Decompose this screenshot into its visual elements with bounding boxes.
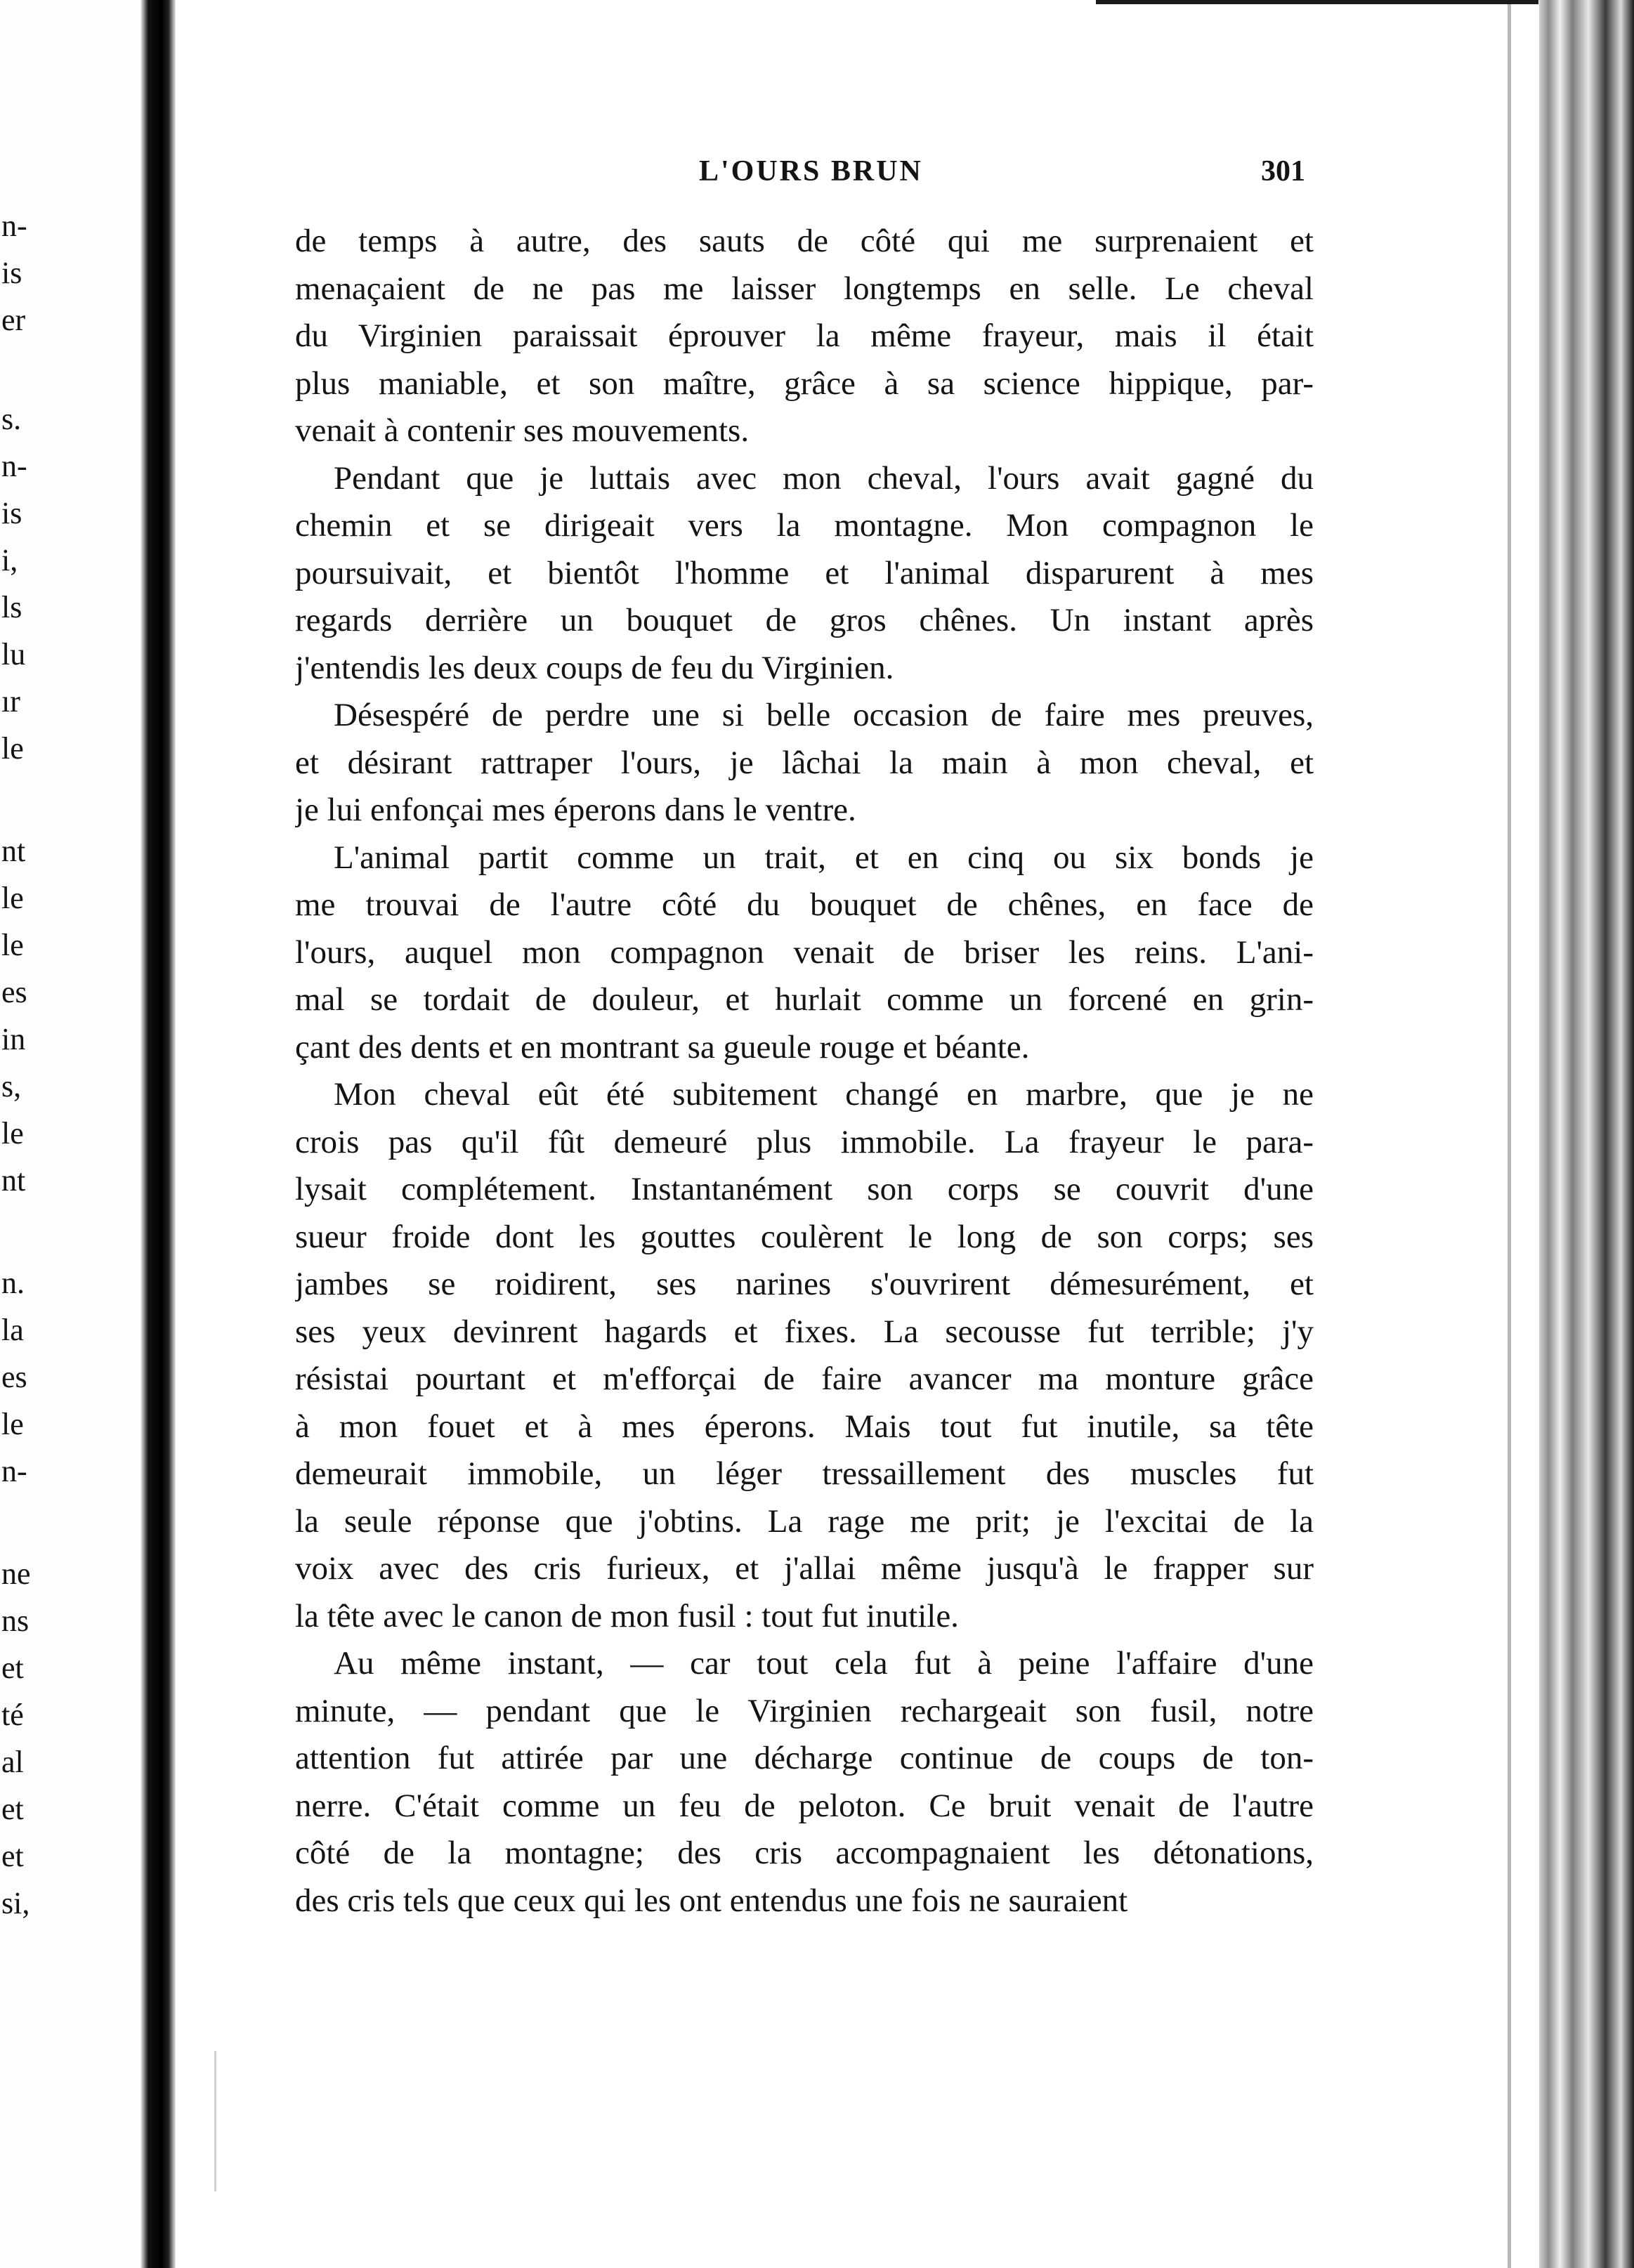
- text-line: du Virginien paraissait éprouver la même frayeur, mais il était: [295, 317, 1314, 354]
- text-line: regards derrière un bouquet de gros chênes. Un instant après: [295, 602, 1314, 638]
- text-line: j'entendis les deux coups de feu du Virginien.: [295, 649, 894, 686]
- left-page-fragment: lu: [1, 637, 26, 671]
- scan-mark: [214, 2051, 216, 2191]
- left-page-fragment: nt: [1, 1163, 26, 1198]
- text-line: çant des dents et en montrant sa gueule rouge et béante.: [295, 1028, 1030, 1066]
- left-page-fragment: n.: [1, 1266, 25, 1300]
- left-page-fragment: i,: [1, 543, 18, 577]
- text-line: nerre. C'était comme un feu de peloton. Ce bruit venait de l'autre: [295, 1787, 1314, 1824]
- left-page-fragment: et: [1, 1839, 24, 1873]
- text-line: côté de la montagne; des cris accompagnaient les détonations,: [295, 1835, 1314, 1871]
- text-line: la seule réponse que j'obtins. La rage me prit; je l'excitai de la: [295, 1502, 1314, 1540]
- text-line: venait à contenir ses mouvements.: [295, 412, 750, 449]
- left-page-fragment: té: [1, 1698, 24, 1732]
- left-page-fragment: n-: [1, 449, 27, 483]
- left-page-fragment: ls: [1, 590, 22, 624]
- text-line: plus maniable, et son maître, grâce à sa science hippique, par-: [295, 365, 1314, 402]
- left-page-fragment: n-: [1, 1454, 27, 1488]
- page-edge-line: [1508, 0, 1511, 2268]
- left-page-fragment: al: [1, 1745, 24, 1779]
- text-line: chemin et se dirigeait vers la montagne. Mon compagnon le: [295, 507, 1314, 544]
- text-line: Au même instant, — car tout cela fut à peine l'affaire d'une: [334, 1645, 1314, 1682]
- left-page-fragment: si,: [1, 1886, 30, 1920]
- text-line: demeurait immobile, un léger tressaillement des muscles fut: [295, 1455, 1314, 1492]
- left-page-fragment: is: [1, 256, 22, 290]
- left-page-fragment: es: [1, 975, 27, 1009]
- text-line: Pendant que je luttais avec mon cheval, l'ours avait gagné du: [334, 459, 1314, 497]
- text-line: crois pas qu'il fût demeuré plus immobile. La frayeur le para-: [295, 1123, 1314, 1160]
- text-line: minute, — pendant que le Virginien rechargeait son fusil, notre: [295, 1692, 1314, 1729]
- left-page-fragment: et: [1, 1792, 24, 1826]
- left-page-fragment: ne: [1, 1556, 31, 1591]
- book-gutter: [140, 0, 176, 2268]
- text-line: la tête avec le canon de mon fusil : tout fut inutile.: [295, 1597, 959, 1634]
- text-line: sueur froide dont les gouttes coulèrent le long de son corps; ses: [295, 1218, 1314, 1255]
- left-page-fragment: er: [1, 303, 26, 337]
- left-page-fragment: nt: [1, 834, 26, 868]
- text-line: résistai pourtant et m'efforçai de faire avancer ma monture grâce: [295, 1361, 1314, 1397]
- left-page-fragment: s,: [1, 1069, 22, 1103]
- left-page-fragment: ır: [1, 684, 20, 719]
- text-line: mal se tordait de douleur, et hurlait comme un forcené en grin-: [295, 981, 1314, 1018]
- text-line: ses yeux devinrent hagards et fixes. La secousse fut terrible; j'y: [295, 1313, 1314, 1350]
- left-page-fragment: in: [1, 1022, 26, 1056]
- left-page-fragment: le: [1, 928, 24, 962]
- left-page-fragment: es: [1, 1360, 27, 1394]
- top-scan-rule: [1096, 0, 1538, 4]
- text-line: me trouvai de l'autre côté du bouquet de chênes, en face de: [295, 886, 1314, 923]
- left-page-fragment: le: [1, 881, 24, 915]
- page-number: 301: [1261, 155, 1305, 188]
- text-line: lysait complétement. Instantanément son corps se couvrit d'une: [295, 1171, 1314, 1207]
- text-line: voix avec des cris furieux, et j'allai même jusqu'à le frapper sur: [295, 1550, 1314, 1587]
- left-page-fragment: le: [1, 1116, 24, 1151]
- left-page-fragment: s.: [1, 402, 22, 436]
- left-page-fragment: le: [1, 731, 24, 766]
- page-edges-stack: [1539, 0, 1634, 2268]
- running-title: L'OURS BRUN: [699, 155, 923, 188]
- text-line: à mon fouet et à mes éperons. Mais tout fut inutile, sa tête: [295, 1408, 1314, 1445]
- left-page-fragment: is: [1, 496, 22, 530]
- left-page-fragment: ns: [1, 1604, 30, 1638]
- text-line: attention fut attirée par une décharge continue de coups de ton-: [295, 1740, 1314, 1776]
- left-page-fragment: et: [1, 1651, 24, 1685]
- text-line: Mon cheval eût été subitement changé en marbre, que je ne: [334, 1076, 1314, 1113]
- left-page-fragment: le: [1, 1407, 24, 1441]
- text-line: jambes se roidirent, ses narines s'ouvrirent démesurément, et: [295, 1266, 1314, 1302]
- text-line: Désespéré de perdre une si belle occasion de faire mes preuves,: [334, 697, 1314, 733]
- left-page-fragment: la: [1, 1313, 24, 1347]
- left-page-fragment: n-: [1, 209, 27, 243]
- text-line: menaçaient de ne pas me laisser longtemps en selle. Le cheval: [295, 270, 1314, 307]
- text-line: L'animal partit comme un trait, et en cinq ou six bonds je: [334, 839, 1314, 876]
- text-line: poursuivait, et bientôt l'homme et l'animal disparurent à mes: [295, 554, 1314, 591]
- text-line: et désirant rattraper l'ours, je lâchai la main à mon cheval, et: [295, 744, 1314, 781]
- body-text: [295, 218, 1314, 1925]
- text-line: l'ours, auquel mon compagnon venait de briser les reins. L'ani-: [295, 933, 1314, 971]
- text-line: des cris tels que ceux qui les ont entendus une fois ne sauraient: [295, 1882, 1128, 1919]
- text-line: de temps à autre, des sauts de côté qui me surprenaient et: [295, 223, 1314, 259]
- text-line: je lui enfonçai mes éperons dans le ventre.: [295, 792, 856, 828]
